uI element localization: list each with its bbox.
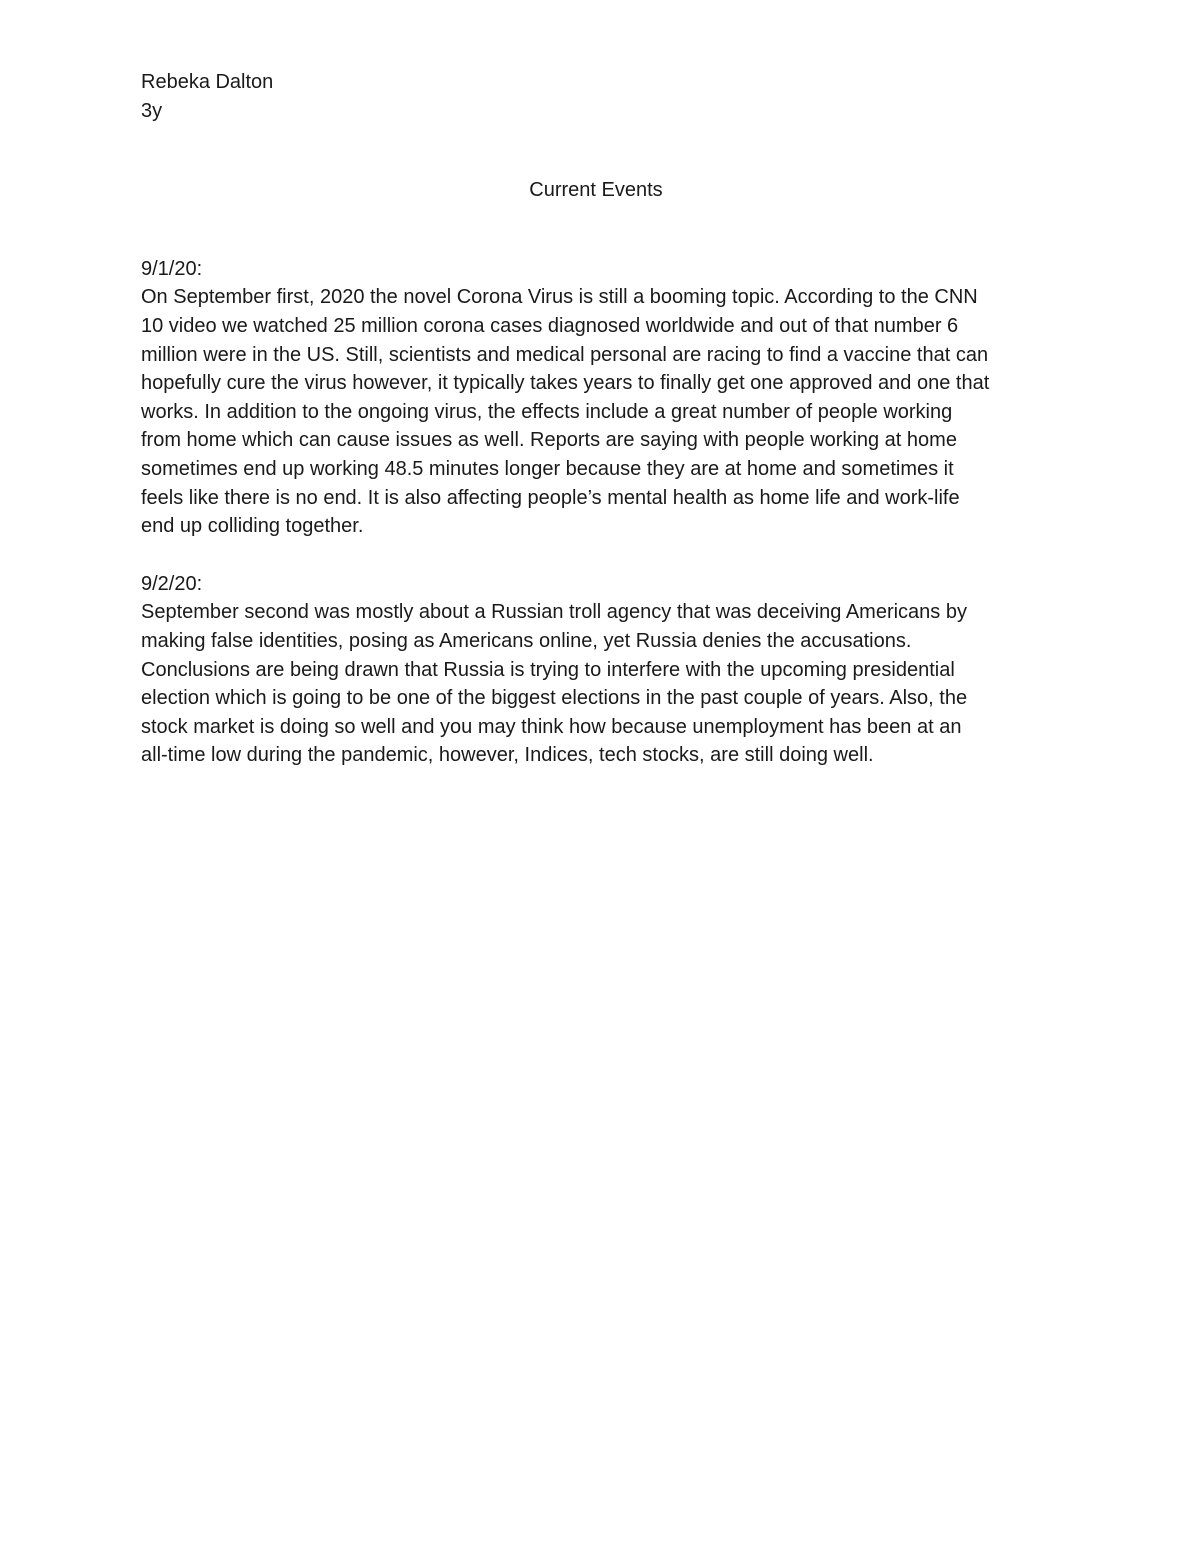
entry-line: September second was mostly about a Russian troll agency that was deceiving Americans by [141, 601, 967, 624]
entry-line: end up colliding together. [141, 515, 364, 538]
entry-date: 9/1/20: [141, 257, 203, 280]
entry-line: hopefully cure the virus however, it typically takes years to finally get one approved and one that [141, 372, 990, 395]
entry-date: 9/2/20: [141, 572, 203, 595]
author-name: Rebeka Dalton [141, 71, 274, 93]
document-body [141, 68, 1071, 770]
entry-line: feels like there is no end. It is also affecting people’s mental health as home life and work-life [141, 486, 960, 509]
entry-2 [141, 570, 1071, 770]
entry-1 [141, 255, 1071, 541]
entry-text [141, 283, 1071, 540]
entry-line: sometimes end up working 48.5 minutes longer because they are at home and sometimes it [141, 457, 954, 480]
entry-line: all-time low during the pandemic, however, Indices, tech stocks, are still doing well. [141, 744, 874, 767]
document-title: Current Events [529, 179, 663, 202]
entry-line: million were in the US. Still, scientists and medical personal are racing to find a vaccine that can [141, 343, 989, 366]
entry-line: On September first, 2020 the novel Corona Virus is still a booming topic. According to the CNN [141, 286, 978, 309]
entry-line: 10 video we watched 25 million corona cases diagnosed worldwide and out of that number 6 [141, 314, 959, 337]
entry-line: stock market is doing so well and you may think how because unemployment has been at an [141, 715, 962, 738]
entry-line: election which is going to be one of the biggest elections in the past couple of years. Also, the [141, 687, 968, 710]
entry-line: from home which can cause issues as well. Reports are saying with people working at home [141, 429, 957, 452]
entry-line: works. In addition to the ongoing virus, the effects include a great number of people working [141, 400, 953, 423]
entry-line: making false identities, posing as Americans online, yet Russia denies the accusations. [141, 629, 912, 652]
entry-text [141, 598, 1071, 770]
author-grade: 3y [141, 99, 163, 122]
entry-line: Conclusions are being drawn that Russia is trying to interfere with the upcoming presidential [141, 658, 955, 681]
